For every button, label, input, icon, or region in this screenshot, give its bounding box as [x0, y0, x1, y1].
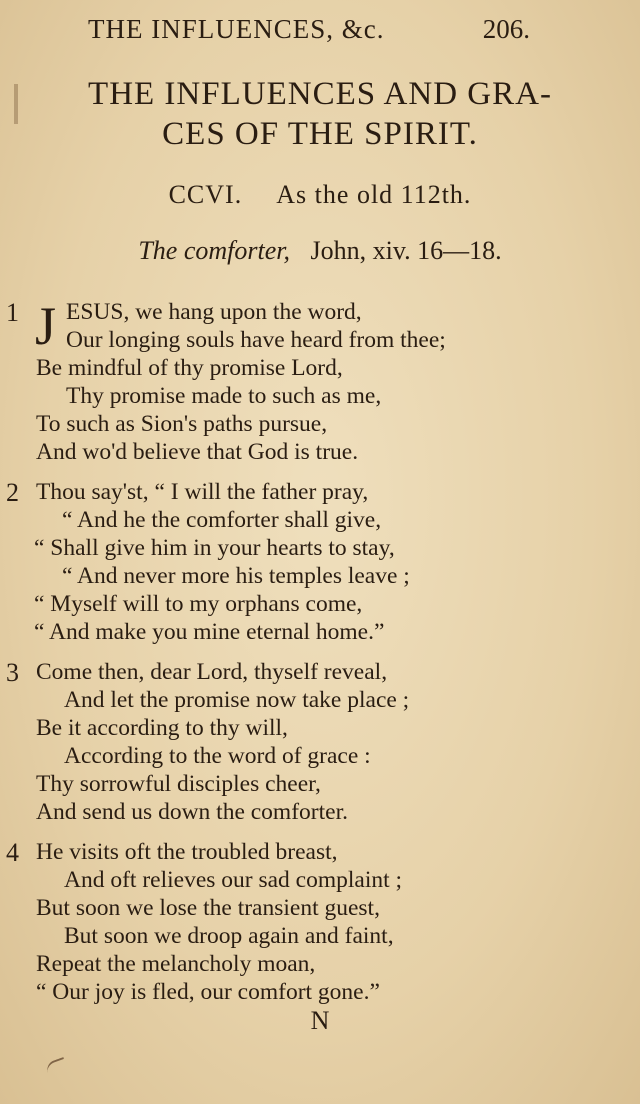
- stanza-number: 2: [6, 478, 19, 507]
- stanza-number: 4: [6, 838, 19, 867]
- stanza-number: 3: [6, 658, 19, 687]
- stanza-line: “ And make you mine eternal home.”: [34, 619, 385, 645]
- stanza-number: 1: [6, 298, 19, 327]
- hymn-tune: As the old 112th.: [276, 180, 472, 209]
- stanza-line: And let the promise now take place ;: [64, 687, 410, 713]
- stanza-line: Thy sorrowful disciples cheer,: [36, 771, 321, 797]
- stanza-line: To such as Sion's paths pursue,: [36, 411, 328, 437]
- stanza-line: But soon we lose the transient guest,: [36, 895, 380, 921]
- stanza-line: “ Our joy is fled, our comfort gone.”: [36, 979, 380, 1005]
- subject-text: The comforter,: [138, 236, 290, 265]
- stanza-line: Thy promise made to such as me,: [66, 383, 382, 409]
- page-number: 206.: [482, 14, 530, 44]
- hymn-number: CCVI.: [168, 180, 243, 209]
- hymn-subject: [0, 236, 640, 266]
- ink-mark: [45, 1057, 68, 1075]
- stanza-line: Repeat the melancholy moan,: [36, 951, 316, 977]
- stanza-line: Be mindful of thy promise Lord,: [36, 355, 343, 381]
- stanza-line: “ And never more his temples leave ;: [62, 563, 410, 589]
- section-title-line-1: THE INFLUENCES AND GRA-: [88, 76, 552, 112]
- stanza-line: But soon we droop again and faint,: [64, 923, 394, 949]
- stanza-line: And oft relieves our sad complaint ;: [64, 867, 403, 893]
- section-title-line-2: CES OF THE SPIRIT.: [162, 116, 478, 152]
- stanza-line: He visits oft the troubled breast,: [36, 839, 338, 865]
- stanza-line: “ Myself will to my orphans come,: [34, 591, 363, 617]
- stanza-line: And wo'd believe that God is true.: [36, 439, 359, 465]
- signature-mark: N: [310, 1006, 330, 1035]
- stanza-line: Thou say'st, “ I will the father pray,: [36, 479, 369, 505]
- stanza-line: ESUS, we hang upon the word,: [66, 299, 362, 325]
- stanza-line: According to the word of grace :: [64, 743, 371, 769]
- stanza-line: Be it according to thy will,: [36, 715, 288, 741]
- stanza-line: Our longing souls have heard from thee;: [66, 327, 446, 353]
- section-title: [0, 74, 640, 154]
- stanza-line: “ And he the comforter shall give,: [62, 507, 382, 533]
- stanza-line: Come then, dear Lord, thyself reveal,: [36, 659, 388, 685]
- hymn-heading: [0, 180, 640, 210]
- scripture-reference: John, xiv. 16—18.: [310, 236, 502, 265]
- stanza-line: “ Shall give him in your hearts to stay,: [34, 535, 395, 561]
- running-header: THE INFLUENCES, &c.: [88, 14, 385, 44]
- stanza-line: And send us down the comforter.: [36, 799, 348, 825]
- drop-cap: J: [35, 296, 57, 356]
